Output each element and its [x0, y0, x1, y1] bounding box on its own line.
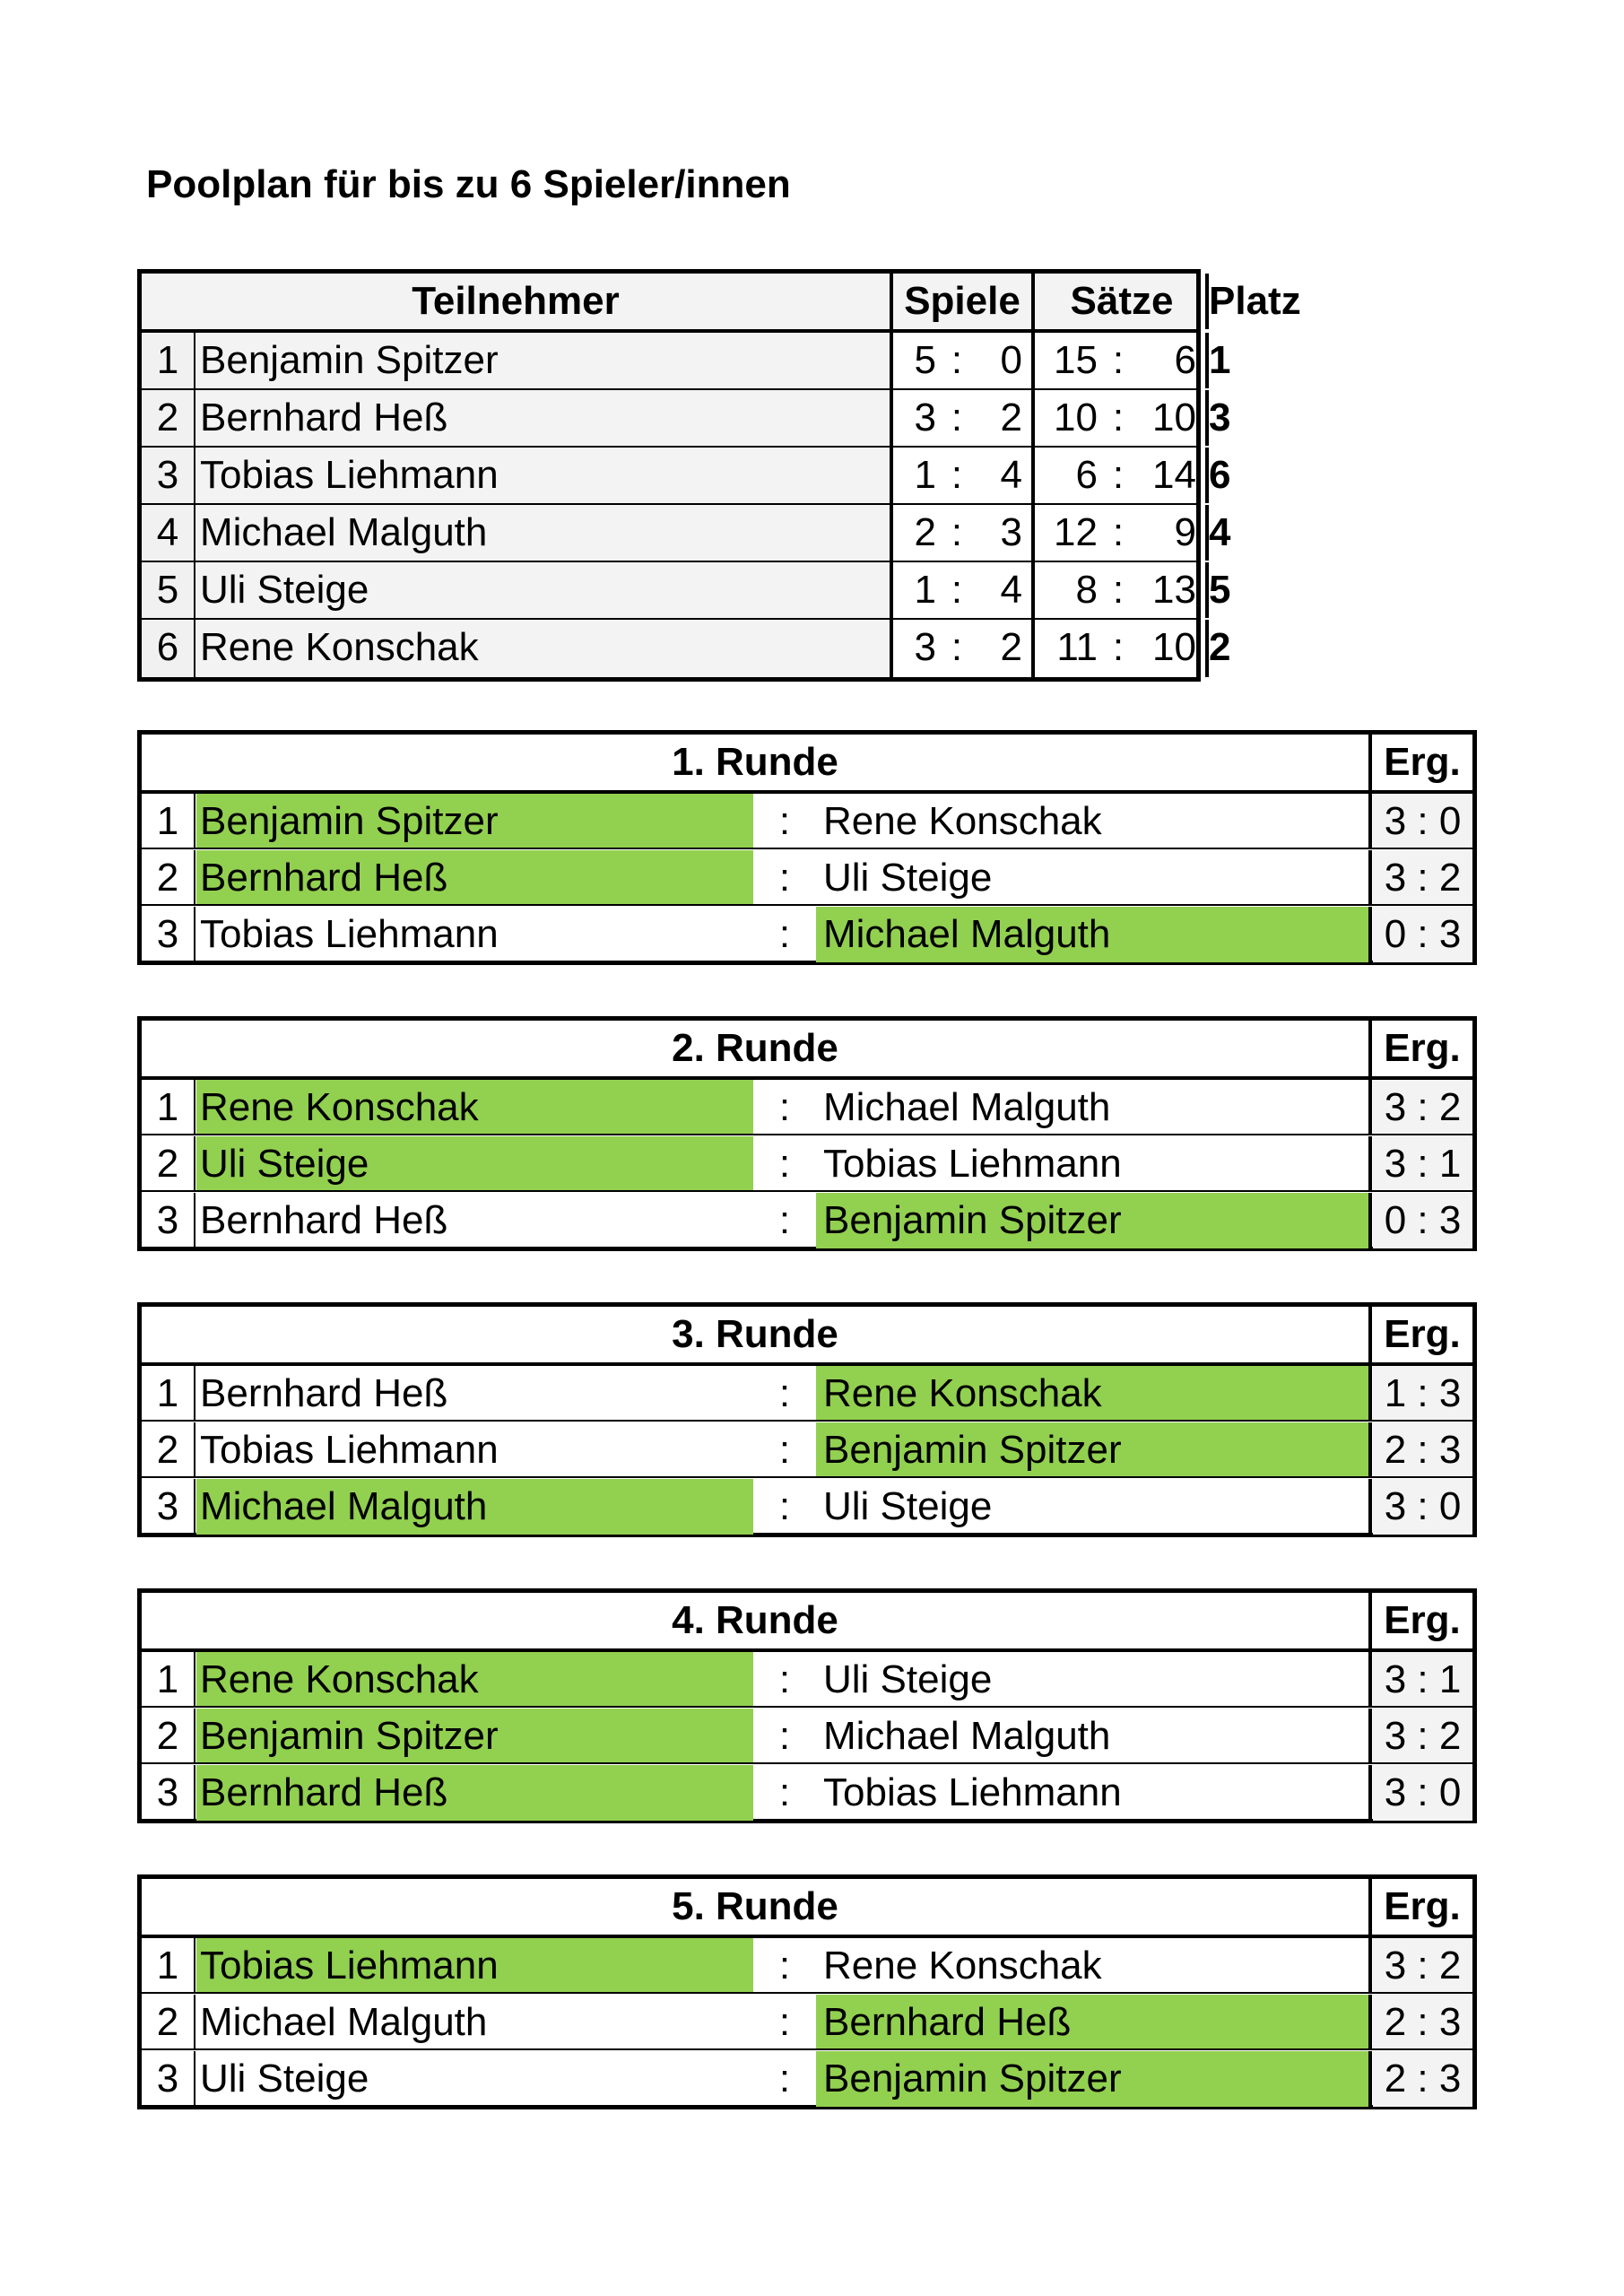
home-player: Rene Konschak	[196, 1652, 753, 1706]
standings-table	[137, 269, 1301, 682]
match-number: 2	[156, 1142, 179, 1186]
home-player: Tobias Liehmann	[196, 1938, 753, 1992]
standings-header-row: Teilnehmer Spiele Sätze Platz	[142, 274, 1196, 333]
match-result: 3 : 0	[1373, 1765, 1472, 1821]
games-lost: 3	[1000, 510, 1022, 554]
match-row	[142, 794, 1472, 849]
match-result: 0 : 3	[1373, 1193, 1472, 1248]
match-separator: :	[778, 1714, 791, 1758]
round-table	[137, 1302, 1477, 1537]
home-player: Michael Malguth	[200, 2000, 488, 2044]
row-number: 2	[142, 390, 194, 446]
sets-lost: 10	[1152, 625, 1196, 669]
sets-won: 10	[1054, 396, 1098, 439]
games-separator: :	[951, 338, 963, 382]
match-separator: :	[778, 1198, 791, 1242]
match-number: 1	[156, 1371, 179, 1415]
sets-lost: 14	[1152, 453, 1196, 497]
match-row	[142, 850, 1472, 906]
home-player: Michael Malguth	[196, 1479, 753, 1535]
match-separator: :	[778, 1944, 791, 1987]
home-player: Tobias Liehmann	[200, 1428, 499, 1472]
home-player: Bernhard Heß	[196, 850, 753, 904]
round-table	[137, 1016, 1477, 1251]
match-separator: :	[778, 856, 791, 900]
match-result: 3 : 2	[1373, 850, 1472, 904]
games-won: 1	[914, 568, 936, 612]
games-lost: 2	[1000, 625, 1022, 669]
match-row	[142, 1193, 1472, 1248]
sets-separator: :	[1112, 338, 1125, 382]
round-title: 3. Runde	[672, 1312, 838, 1356]
match-row	[142, 1136, 1472, 1192]
standings-row: 1 Benjamin Spitzer 5 : 0 15 : 6 1	[142, 333, 1196, 390]
home-player: Uli Steige	[196, 1136, 753, 1190]
sets-won: 8	[1075, 568, 1098, 612]
standings-row: 2 Bernhard Heß 3 : 2 10 : 10 3	[142, 390, 1196, 448]
match-number: 3	[156, 2057, 179, 2100]
match-result: 1 : 3	[1373, 1366, 1472, 1420]
match-separator: :	[778, 1657, 791, 1701]
games-won: 3	[914, 396, 936, 439]
round-header	[142, 1307, 1472, 1366]
match-row	[142, 1479, 1472, 1535]
match-number: 2	[156, 2000, 179, 2044]
match-number: 2	[156, 1714, 179, 1758]
result-header: Erg.	[1384, 1026, 1461, 1070]
round-header	[142, 1021, 1472, 1080]
header-games: Spiele	[904, 279, 1020, 323]
match-row	[142, 1995, 1472, 2050]
home-player: Benjamin Spitzer	[196, 794, 753, 848]
sets-won: 12	[1054, 510, 1098, 554]
away-player: Tobias Liehmann	[823, 1142, 1122, 1186]
games-lost: 4	[1000, 453, 1022, 497]
match-number: 3	[156, 1484, 179, 1528]
away-player: Uli Steige	[823, 1657, 993, 1701]
match-result: 3 : 1	[1373, 1652, 1472, 1706]
match-number: 3	[156, 1770, 179, 1814]
sets-separator: :	[1112, 510, 1125, 554]
round-table	[137, 1874, 1477, 2109]
games-lost: 4	[1000, 568, 1022, 612]
home-player: Tobias Liehmann	[200, 912, 499, 956]
match-row	[142, 907, 1472, 962]
sets-lost: 6	[1174, 338, 1196, 382]
row-number: 3	[142, 448, 194, 503]
participant-name: Michael Malguth	[196, 505, 890, 561]
round-header	[142, 1593, 1472, 1652]
match-number: 1	[156, 1657, 179, 1701]
match-result: 3 : 0	[1373, 794, 1472, 848]
away-player: Tobias Liehmann	[823, 1770, 1122, 1814]
away-player: Benjamin Spitzer	[816, 1422, 1369, 1476]
games-won: 3	[914, 625, 936, 669]
games-separator: :	[951, 510, 963, 554]
result-header: Erg.	[1384, 1884, 1461, 1928]
match-row	[142, 1422, 1472, 1478]
match-separator: :	[778, 1770, 791, 1814]
match-separator: :	[778, 2057, 791, 2100]
round-header	[142, 1879, 1472, 1938]
match-row	[142, 1080, 1472, 1135]
home-player: Bernhard Heß	[200, 1198, 448, 1242]
match-row	[142, 1366, 1472, 1422]
row-number: 1	[142, 333, 194, 388]
away-player: Bernhard Heß	[816, 1995, 1369, 2048]
standings-row: 5 Uli Steige 1 : 4 8 : 13 5	[142, 562, 1196, 620]
match-number: 3	[156, 1198, 179, 1242]
row-number: 5	[142, 562, 194, 618]
header-sets: Sätze	[1070, 279, 1174, 323]
away-player: Benjamin Spitzer	[816, 2051, 1369, 2107]
match-separator: :	[778, 1428, 791, 1472]
match-result: 3 : 2	[1373, 1709, 1472, 1762]
result-header: Erg.	[1384, 740, 1461, 784]
away-player: Rene Konschak	[823, 1944, 1102, 1987]
games-won: 2	[914, 510, 936, 554]
standings-row: 3 Tobias Liehmann 1 : 4 6 : 14 6	[142, 448, 1196, 505]
round-title: 2. Runde	[672, 1026, 838, 1070]
match-separator: :	[778, 1142, 791, 1186]
round-header	[142, 735, 1472, 794]
round-table	[137, 1588, 1477, 1823]
sets-lost: 13	[1152, 568, 1196, 612]
away-player: Michael Malguth	[823, 1714, 1111, 1758]
home-player: Uli Steige	[200, 2057, 369, 2100]
match-result: 0 : 3	[1373, 907, 1472, 962]
match-separator: :	[778, 1085, 791, 1129]
match-separator: :	[778, 912, 791, 956]
home-player: Rene Konschak	[196, 1080, 753, 1134]
match-result: 3 : 2	[1373, 1938, 1472, 1992]
sets-won: 15	[1054, 338, 1098, 382]
row-number: 4	[142, 505, 194, 561]
games-lost: 0	[1000, 338, 1022, 382]
match-result: 3 : 0	[1373, 1479, 1472, 1535]
sets-separator: :	[1112, 396, 1125, 439]
away-player: Rene Konschak	[816, 1366, 1369, 1420]
away-player: Rene Konschak	[823, 799, 1102, 843]
sets-separator: :	[1112, 625, 1125, 669]
away-player: Michael Malguth	[816, 907, 1369, 962]
match-row	[142, 1709, 1472, 1764]
participant-name: Bernhard Heß	[196, 390, 890, 446]
match-row	[142, 1765, 1472, 1821]
sets-won: 6	[1075, 453, 1098, 497]
sets-won: 11	[1056, 625, 1098, 669]
result-header: Erg.	[1384, 1598, 1461, 1642]
away-player: Michael Malguth	[823, 1085, 1111, 1129]
games-separator: :	[951, 625, 963, 669]
games-separator: :	[951, 453, 963, 497]
match-number: 2	[156, 1428, 179, 1472]
sets-lost: 9	[1174, 510, 1196, 554]
round-title: 5. Runde	[672, 1884, 838, 1928]
home-player: Bernhard Heß	[196, 1765, 753, 1821]
away-player: Uli Steige	[823, 1484, 993, 1528]
match-result: 2 : 3	[1373, 1422, 1472, 1476]
home-player: Benjamin Spitzer	[196, 1709, 753, 1762]
round-title: 1. Runde	[672, 740, 838, 784]
match-number: 1	[156, 799, 179, 843]
match-number: 3	[156, 912, 179, 956]
match-row	[142, 1938, 1472, 1994]
match-result: 3 : 2	[1373, 1080, 1472, 1134]
match-row	[142, 1652, 1472, 1708]
games-won: 5	[914, 338, 936, 382]
standings-row: 6 Rene Konschak 3 : 2 11 : 10 2	[142, 620, 1196, 677]
away-player: Uli Steige	[823, 856, 993, 900]
standings-row: 4 Michael Malguth 2 : 3 12 : 9 4	[142, 505, 1196, 562]
participant-name: Tobias Liehmann	[196, 448, 890, 503]
match-result: 2 : 3	[1373, 1995, 1472, 2048]
sets-separator: :	[1112, 568, 1125, 612]
round-table	[137, 730, 1477, 965]
row-number: 6	[142, 620, 194, 677]
match-separator: :	[778, 799, 791, 843]
away-player: Benjamin Spitzer	[816, 1193, 1369, 1248]
match-row	[142, 2051, 1472, 2107]
participant-name: Uli Steige	[196, 562, 890, 618]
participant-name: Rene Konschak	[196, 620, 890, 677]
result-header: Erg.	[1384, 1312, 1461, 1356]
match-separator: :	[778, 2000, 791, 2044]
match-separator: :	[778, 1371, 791, 1415]
match-number: 1	[156, 1085, 179, 1129]
match-number: 2	[156, 856, 179, 900]
games-separator: :	[951, 568, 963, 612]
home-player: Bernhard Heß	[200, 1371, 448, 1415]
sets-lost: 10	[1152, 396, 1196, 439]
match-separator: :	[778, 1484, 791, 1528]
match-number: 1	[156, 1944, 179, 1987]
games-separator: :	[951, 396, 963, 439]
match-result: 2 : 3	[1373, 2051, 1472, 2107]
round-title: 4. Runde	[672, 1598, 838, 1642]
games-won: 1	[914, 453, 936, 497]
participant-name: Benjamin Spitzer	[196, 333, 890, 388]
games-lost: 2	[1000, 396, 1022, 439]
sets-separator: :	[1112, 453, 1125, 497]
match-result: 3 : 1	[1373, 1136, 1472, 1190]
header-participant: Teilnehmer	[412, 279, 620, 323]
page-title: Poolplan für bis zu 6 Spieler/innen	[146, 162, 791, 206]
